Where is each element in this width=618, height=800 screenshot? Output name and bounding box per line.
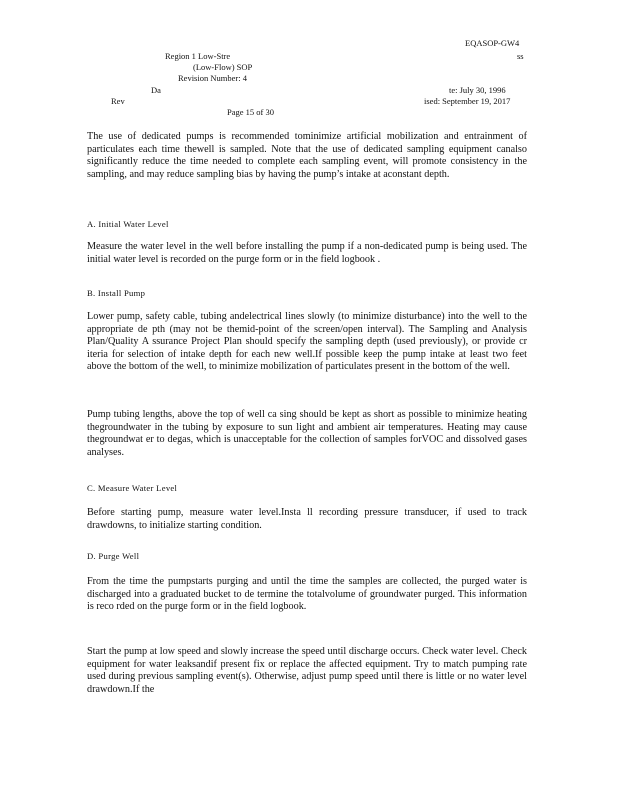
paragraph-start-pump: Start the pump at low speed and slowly increase the speed until discharge occurs. Check water level. Check equipment for water leaksandif present fix or replace the affected equipment. Try to match pumping rate used during previous sampling event(s). Otherwise, adjust pump speed until there is little or no water level drawdown.If the	[87, 646, 527, 695]
paragraph-measure-water-level: Before starting pump, measure water level.Insta ll recording pressure transducer, if used to track drawdowns, to initialize starting condition.	[87, 507, 527, 531]
paragraph-dedicated-pumps: The use of dedicated pumps is recommended tominimize artificial mobilization and entrainment of particulates each time thewell is sampled. Note that the use of dedicated sampling equipment canalso significantly reduce the time needed to complete each sampling event, will promote consistency in the sampling, and may reduce sampling bias by having the pump’s intake at aconstant depth.	[87, 131, 527, 180]
header-revised-value: ised: September 19, 2017	[424, 96, 511, 106]
section-d-body	[87, 576, 527, 614]
paragraph-purge-well: From the time the pumpstarts purging and until the time the samples are collected, the purged water is discharged into a graduated bucket to de termine the totalvolume of groundwater purged. This information is reco rded on the purge form or in the field logbook.	[87, 576, 527, 613]
header-date-value: te: July 30, 1996	[449, 85, 506, 95]
header-revision: Revision Number: 4	[178, 73, 247, 83]
header-title-right: ss	[517, 51, 524, 61]
section-a-body	[87, 241, 527, 266]
paragraph-pump-tubing: Pump tubing lengths, above the top of well ca sing should be kept as short as possible to minimize heating thegroundwater in the tubing by exposure to sun light and ambient air temperatures. Heating may cause thegroundwat er to degas, which is unacceptable for the collection of samples forVOC and dissolved gases analyses.	[87, 409, 527, 458]
section-d-body-2	[87, 646, 527, 696]
paragraph-initial-water-level: Measure the water level in the well before installing the pump if a non-dedicated pump is being used. The initial water level is recorded on the purge form or in the field logbook .	[87, 241, 527, 265]
header-revised-label: Rev	[111, 96, 125, 106]
section-c-body	[87, 507, 527, 532]
page-number: Page 15 of 30	[227, 107, 274, 117]
header-title-left: Region 1 Low-Stre	[165, 51, 231, 61]
document-id: EQASOP-GW4	[465, 38, 520, 48]
section-b-body-2	[87, 409, 527, 459]
section-b-body	[87, 311, 527, 374]
section-heading-d: D. Purge Well	[87, 551, 140, 561]
paragraph-install-pump: Lower pump, safety cable, tubing andelectrical lines slowly (to minimize disturbance) into the well to the appropriate de pth (may not be themid-point of the screen/open interval). The Sampling and Analysis Plan/Quality A ssurance Project Plan should specify the sampling depth (used previously), or provide cr iteria for selection of intake depth for each new well.If possible keep the pump intake at least two feet above the bottom of the well, to minimize mobilization of particulates present in the bottom of the well.	[87, 311, 527, 373]
header-date-label: Da	[151, 85, 161, 95]
body-text	[87, 131, 527, 181]
section-heading-c: C. Measure Water Level	[87, 483, 178, 493]
section-heading-a: A. Initial Water Level	[87, 219, 169, 229]
section-heading-b: B. Install Pump	[87, 288, 146, 298]
header-subtitle: (Low-Flow) SOP	[193, 62, 253, 72]
